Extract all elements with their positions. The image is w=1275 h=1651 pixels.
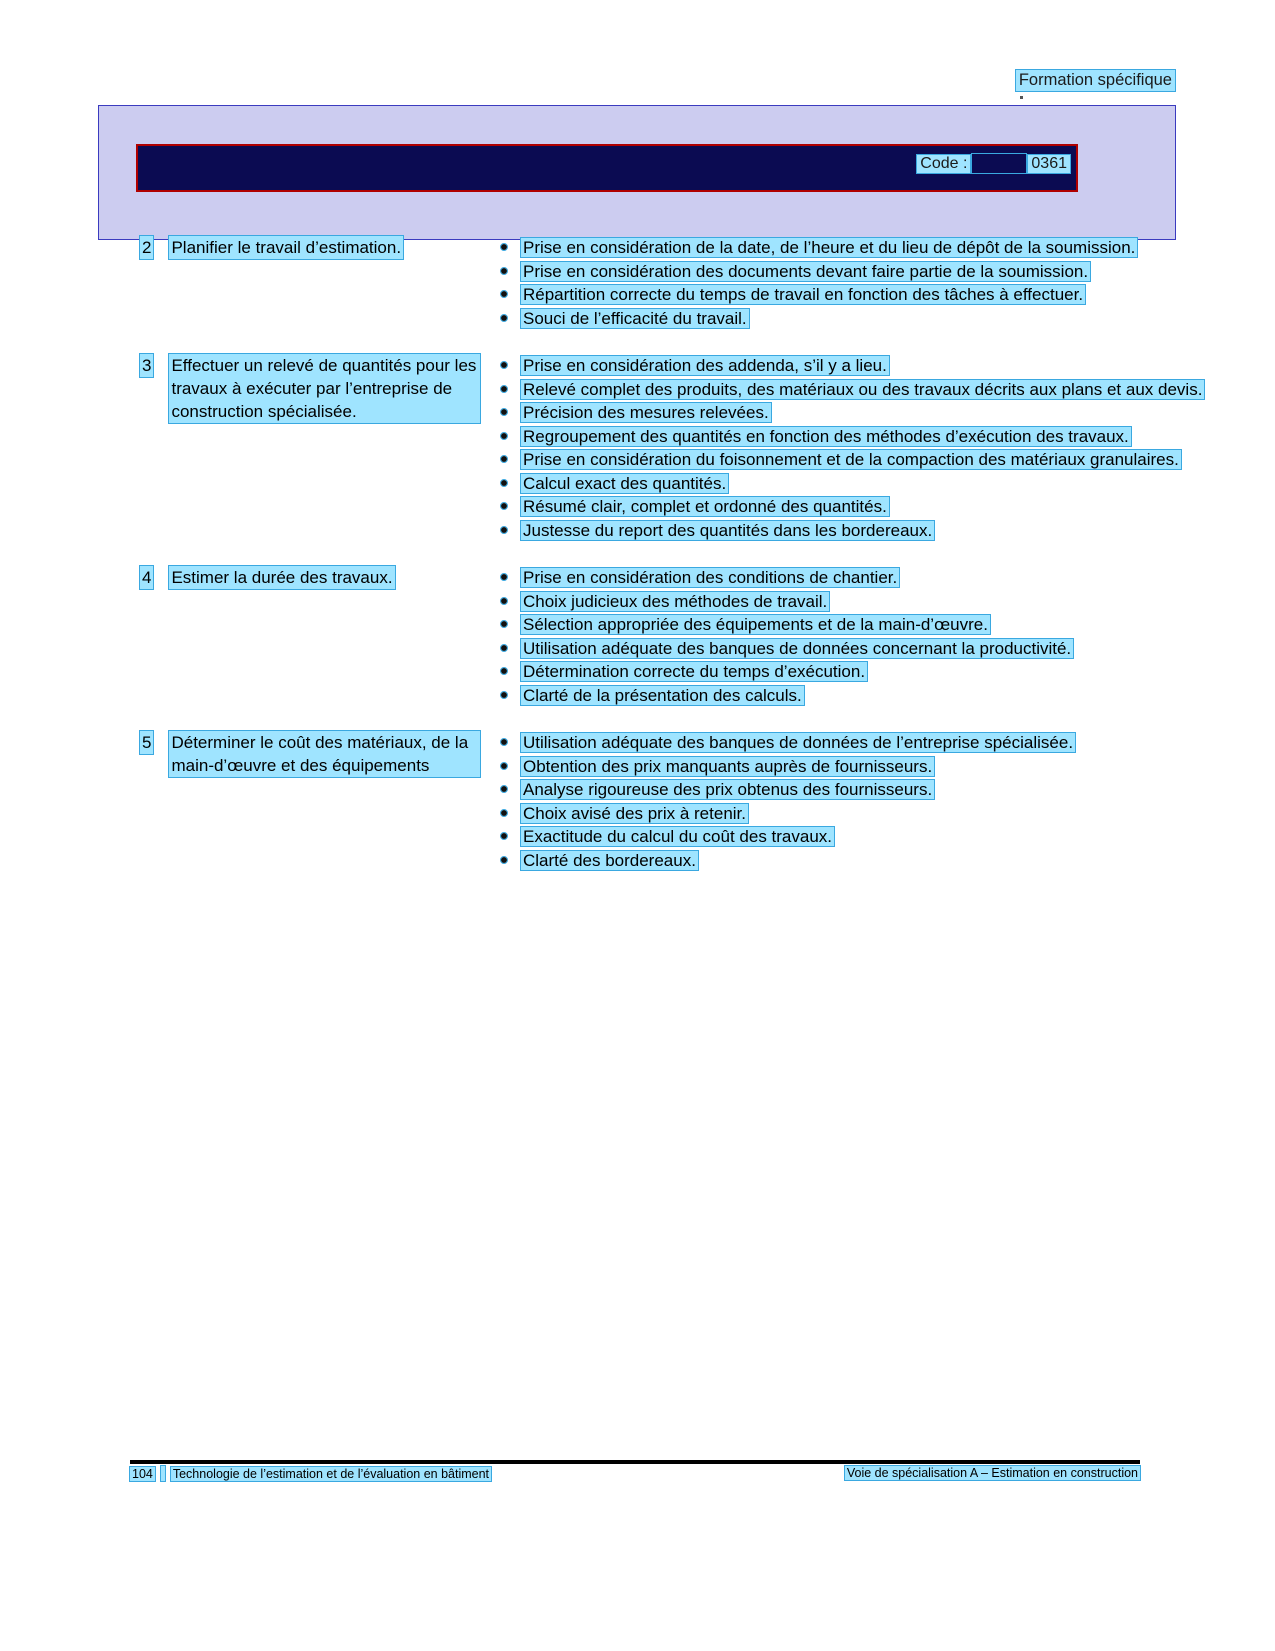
criterion-text: Clarté de la présentation des calculs. xyxy=(523,685,802,705)
criterion-text: Prise en considération des documents devant faire partie de la soumission. xyxy=(523,261,1089,281)
bullet-icon xyxy=(501,857,507,863)
list-item xyxy=(495,519,1275,543)
criteria-cell xyxy=(480,731,1275,872)
bullet-icon xyxy=(501,833,507,839)
list-item xyxy=(495,425,1275,449)
task-number: 5 xyxy=(142,733,152,752)
list-item xyxy=(495,566,1275,590)
bullet-icon xyxy=(501,503,507,509)
task-label: Estimer la durée des travaux. xyxy=(171,568,393,587)
list-item xyxy=(495,637,1275,661)
code-value: 0361 xyxy=(1028,155,1070,173)
table-row xyxy=(0,731,1275,872)
criterion-text: Prise en considération des addenda, s’il y a lieu. xyxy=(523,356,887,375)
list-item xyxy=(495,755,1275,779)
list-item xyxy=(495,590,1275,614)
criterion-text: Calcul exact des quantités. xyxy=(523,473,727,493)
bullet-icon xyxy=(501,621,507,627)
task xyxy=(140,354,480,423)
criterion-text: Détermination correcte du temps d’exécution. xyxy=(523,662,866,681)
row-spacer xyxy=(0,330,1275,354)
competency-rows xyxy=(0,236,1275,872)
task-label: Déterminer le coût des matériaux, de la main-d’œuvre et des équipements xyxy=(169,731,480,777)
criteria-list xyxy=(495,354,1275,542)
bullet-icon xyxy=(501,480,507,486)
list-item xyxy=(495,401,1275,425)
task xyxy=(140,236,480,259)
bullet-icon xyxy=(501,291,507,297)
criterion-text: Utilisation adéquate des banques de données de l’entreprise spécialisée. xyxy=(523,733,1074,752)
criterion-text: Analyse rigoureuse des prix obtenus des fournisseurs. xyxy=(523,780,933,799)
row-spacer xyxy=(0,542,1275,566)
criteria-cell xyxy=(480,354,1275,542)
task-label: Planifier le travail d’estimation. xyxy=(171,238,402,257)
competency-banner-inner xyxy=(136,144,1078,192)
bullet-icon xyxy=(501,386,507,392)
criterion-text: Prise en considération du foisonnement et de la compaction des matériaux granulaires. xyxy=(523,450,1179,469)
criteria-cell xyxy=(480,236,1275,330)
bullet-icon xyxy=(501,244,507,250)
bullet-icon xyxy=(501,433,507,439)
bullet-icon xyxy=(501,456,507,462)
list-item xyxy=(495,283,1275,307)
list-item xyxy=(495,495,1275,519)
footer-left xyxy=(130,1466,491,1481)
criterion-text: Répartition correcte du temps de travail en fonction des tâches à effectuer. xyxy=(523,285,1084,304)
list-item xyxy=(495,448,1275,472)
list-item xyxy=(495,660,1275,684)
list-item xyxy=(495,849,1275,873)
bullet-icon xyxy=(501,810,507,816)
bullet-icon xyxy=(501,527,507,533)
criterion-text: Choix avisé des prix à retenir. xyxy=(523,803,746,823)
criteria-cell xyxy=(480,566,1275,707)
list-item xyxy=(495,613,1275,637)
section-label: Formation spécifique xyxy=(1016,70,1175,91)
bullet-icon xyxy=(501,268,507,274)
table-row xyxy=(0,354,1275,542)
bullet-icon xyxy=(501,598,507,604)
task-cell xyxy=(0,236,480,330)
criterion-text: Souci de l’efficacité du travail. xyxy=(523,308,747,328)
bullet-icon xyxy=(501,409,507,415)
task xyxy=(140,566,480,589)
bullet-icon xyxy=(501,668,507,674)
list-item xyxy=(495,378,1275,402)
criterion-text: Justesse du report des quantités dans les bordereaux. xyxy=(523,520,933,540)
table-row xyxy=(0,236,1275,330)
page-number: 104 xyxy=(132,1466,153,1481)
bullet-icon xyxy=(501,574,507,580)
criterion-text: Précision des mesures relevées. xyxy=(523,403,769,422)
task-label: Effectuer un relevé de quantités pour les travaux à exécuter par l’entreprise de construction spécialisée. xyxy=(169,354,480,423)
criterion-text: Résumé clair, complet et ordonné des quantités. xyxy=(523,497,887,516)
page-footer xyxy=(130,1466,1140,1486)
task-cell xyxy=(0,566,480,707)
criterion-text: Prise en considération de la date, de l’heure et du lieu de dépôt de la soumission. xyxy=(523,238,1136,257)
footer-program-label: Voie de spécialisation A – Estimation en construction xyxy=(846,1466,1138,1480)
list-item xyxy=(495,802,1275,826)
list-item xyxy=(495,825,1275,849)
list-item xyxy=(495,236,1275,260)
task xyxy=(140,731,480,777)
task-number: 2 xyxy=(142,238,152,257)
task-cell xyxy=(0,731,480,872)
list-item xyxy=(495,260,1275,284)
code-block xyxy=(917,154,1070,173)
task-number: 3 xyxy=(142,356,152,375)
code-spacer xyxy=(972,154,1026,173)
bullet-icon xyxy=(501,763,507,769)
table-row xyxy=(0,566,1275,707)
criteria-list xyxy=(495,566,1275,707)
criteria-list xyxy=(495,731,1275,872)
list-item xyxy=(495,684,1275,708)
footer-separator xyxy=(161,1466,165,1481)
row-spacer xyxy=(0,707,1275,731)
criteria-list xyxy=(495,236,1275,330)
competency-banner xyxy=(98,105,1176,240)
criterion-text: Choix judicieux des méthodes de travail. xyxy=(523,591,828,611)
bullet-icon xyxy=(501,645,507,651)
criterion-text: Clarté des bordereaux. xyxy=(523,850,696,870)
criterion-text: Obtention des prix manquants auprès de fournisseurs. xyxy=(523,756,933,776)
task-cell xyxy=(0,354,480,542)
task-number: 4 xyxy=(142,568,152,587)
list-item xyxy=(495,731,1275,755)
criterion-text: Exactitude du calcul du coût des travaux. xyxy=(523,827,833,846)
code-label: Code : xyxy=(917,155,970,173)
list-item xyxy=(495,354,1275,378)
banner-dot xyxy=(1020,96,1023,99)
criterion-text: Sélection appropriée des équipements et de la main-d’œuvre. xyxy=(523,615,988,634)
footer-document-title: Technologie de l’estimation et de l’évaluation en bâtiment xyxy=(172,1466,490,1481)
bullet-icon xyxy=(501,786,507,792)
criterion-text: Prise en considération des conditions de chantier. xyxy=(523,568,898,587)
bullet-icon xyxy=(501,362,507,368)
list-item xyxy=(495,778,1275,802)
list-item xyxy=(495,472,1275,496)
list-item xyxy=(495,307,1275,331)
criterion-text: Regroupement des quantités en fonction des méthodes d’exécution des travaux. xyxy=(523,426,1129,446)
criterion-text: Relevé complet des produits, des matériaux ou des travaux décrits aux plans et aux devis. xyxy=(523,379,1203,399)
bullet-icon xyxy=(501,739,507,745)
bullet-icon xyxy=(501,315,507,321)
criterion-text: Utilisation adéquate des banques de données concernant la productivité. xyxy=(523,638,1072,658)
bullet-icon xyxy=(501,692,507,698)
footer-divider xyxy=(130,1460,1140,1464)
